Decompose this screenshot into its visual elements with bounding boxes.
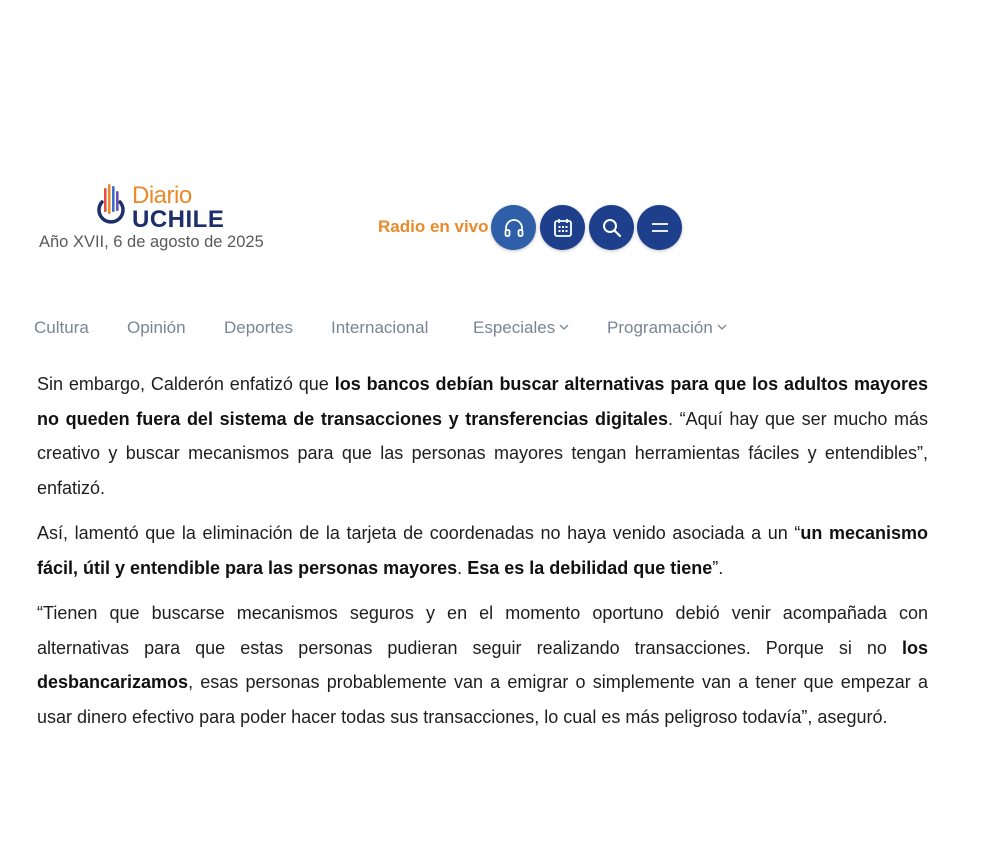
article-paragraph — [37, 367, 928, 505]
text-run: ”. — [712, 557, 724, 578]
nav-item-programacion-label: Programación — [607, 318, 713, 337]
headphones-icon — [502, 216, 526, 240]
nav-item-especiales[interactable] — [473, 318, 569, 338]
chevron-down-icon — [559, 324, 569, 331]
menu-button[interactable] — [637, 205, 682, 250]
edition-date: Año XVII, 6 de agosto de 2025 — [39, 233, 264, 251]
bold-text-run: los desbancarizamos — [37, 637, 928, 692]
logo-text-diario: Diario — [132, 182, 192, 209]
bold-text-run: un mecanismo fácil, útil y entendible para las personas mayores — [37, 523, 928, 578]
nav-item-especiales-label: Especiales — [473, 318, 556, 337]
radio-live-link[interactable]: Radio en vivo — [378, 217, 489, 236]
text-run: Sin embargo, Calderón enfatizó que — [37, 374, 335, 394]
nav-item-deportes[interactable]: Deportes — [224, 318, 293, 337]
search-button[interactable] — [589, 205, 634, 250]
text-run: Así, lamentó que la eliminación de la tarjeta de coordenadas no haya venido asociada a un “ — [37, 523, 801, 543]
article-paragraph — [37, 516, 928, 585]
site-logo[interactable] — [92, 182, 252, 234]
nav-item-internacional[interactable]: Internacional — [331, 318, 429, 337]
article-body — [37, 367, 928, 745]
text-run: “Tienen que buscarse mecanismos seguros y en el momento oportuno debió venir acompañada con alternativas para que estas personas pudieran seguir realizando transacciones. Porque si no — [37, 603, 928, 658]
text-run: . “Aquí hay que ser mucho más creativo y buscar mecanismos para que las personas mayores tengan herramientas fáciles y entendibles”, enfatizó. — [37, 408, 928, 498]
text-run: , esas personas probablemente van a emigrar o simplemente van a tener que empezar a usar dinero efectivo para poder hacer todas sus transacciones, lo cual es más peligroso todavía”, aseguró. — [37, 672, 928, 727]
bold-text-run: Esa es la debilidad que tiene — [467, 557, 713, 578]
chevron-down-icon — [717, 324, 727, 331]
bold-text-run: los bancos debían buscar alternativas para que los adultos mayores no queden fuera del sistema de transacciones y transferencias digitales — [37, 374, 929, 429]
nav-item-opinion[interactable]: Opinión — [127, 318, 186, 337]
search-icon — [601, 217, 623, 239]
calendar-icon — [552, 217, 574, 239]
nav-item-programacion[interactable] — [607, 318, 727, 338]
article-paragraph — [37, 596, 928, 734]
logo-text-uchile: UCHILE — [132, 206, 225, 233]
logo-mark-icon — [92, 182, 130, 228]
nav-item-cultura[interactable]: Cultura — [34, 318, 89, 337]
calendar-button[interactable] — [540, 205, 585, 250]
radio-button[interactable] — [491, 205, 536, 250]
text-run: . — [457, 557, 468, 578]
hamburger-menu-icon — [649, 217, 671, 239]
